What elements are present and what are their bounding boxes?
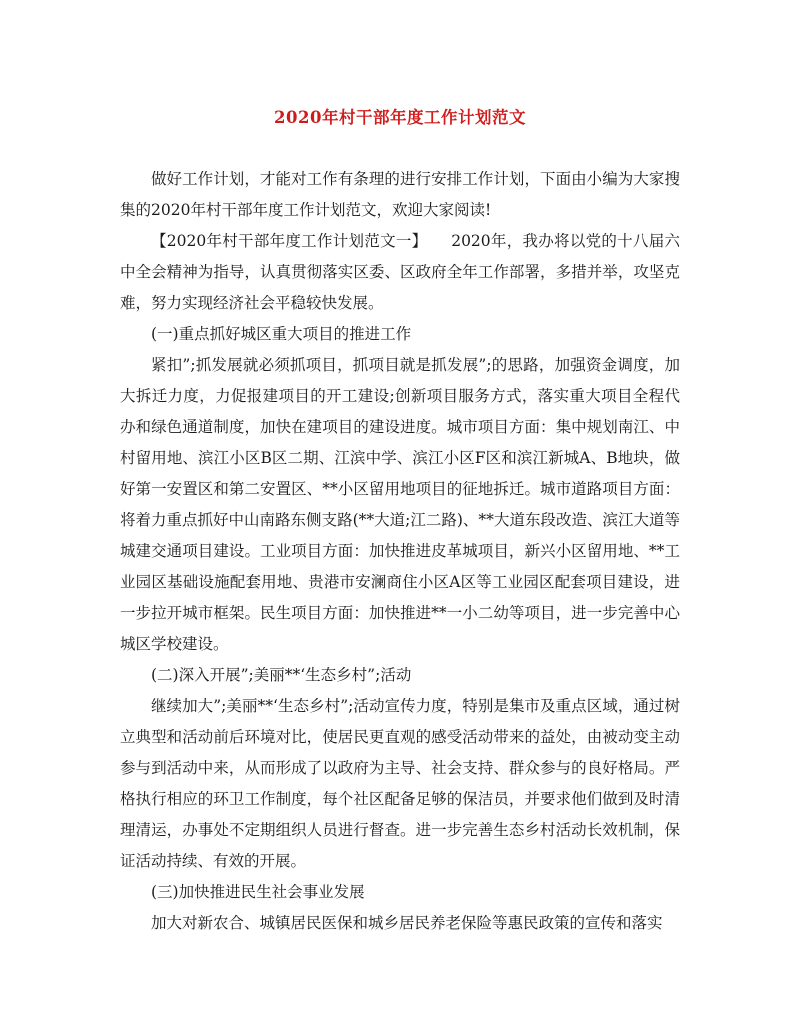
section-heading-3: (三)加快推进民生社会事业发展 bbox=[151, 883, 365, 901]
paragraph-livelihood: 加大对新农合、城镇居民医保和城乡居民养老保险等惠民政策的宣传和落实 bbox=[151, 914, 663, 932]
paragraph-plan-one: 【2020年村干部年度工作计划范文一】 2020年，我办将以党的十八届六中全会精神为指导，认真贯彻落实区委、区政府全年工作部署，多措并举，攻坚克难，努力实现经济社会平稳较快发展。 bbox=[120, 232, 680, 312]
paragraph-intro: 做好工作计划，才能对工作有条理的进行安排工作计划，下面由小编为大家搜集的2020年村干部年度工作计划范文，欢迎大家阅读! bbox=[120, 170, 680, 219]
section-heading-1: (一)重点抓好城区重大项目的推进工作 bbox=[151, 325, 412, 343]
paragraph-projects: 紧扣”;抓发展就必须抓项目，抓项目就是抓发展”;的思路，加强资金调度，加大拆迁力度，力促报建项目的开工建设;创新项目服务方式，落实重大项目全程代办和绿色通道制度，加快在建项目的建设进度。城市项目方面：集中规划南江、中村留用地、滨江小区B区二期、江滨中学、滨江小区F区和滨江新城A、B地块，做好第一安置区和第二安置区、**小区留用地项目的征地拆迁。城市道路项目方面：将着力重点抓好中山南路东侧支路(**大道;江二路)、**大道东段改造、滨江大道等城建交通项目建设。工业项目方面：加快推进皮革城项目，新兴小区留用地、**工业园区基础设施配套用地、贵港市安澜商住小区A区等工业园区配套项目建设，进一步拉开城市框架。民生项目方面：加快推进**一小二幼等项目，进一步完善中心城区学校建设。 bbox=[120, 356, 680, 653]
document-body bbox=[120, 164, 680, 939]
section-heading-2: (二)深入开展”;美丽**‘生态乡村”;活动 bbox=[151, 666, 412, 684]
document-title: 2020年村干部年度工作计划范文 bbox=[274, 108, 526, 127]
paragraph-ecology: 继续加大”;美丽**‘生态乡村”;活动宣传力度，特别是集市及重点区域，通过树立典型和活动前后环境对比，使居民更直观的感受活动带来的益处，由被动变主动参与到活动中来，从而形成了以政府为主导、社会支持、群众参与的良好格局。严格执行相应的环卫工作制度，每个社区配备足够的保洁员，并要求他们做到及时清理清运，办事处不定期组织人员进行督查。进一步完善生态乡村活动长效机制，保证活动持续、有效的开展。 bbox=[120, 697, 680, 870]
